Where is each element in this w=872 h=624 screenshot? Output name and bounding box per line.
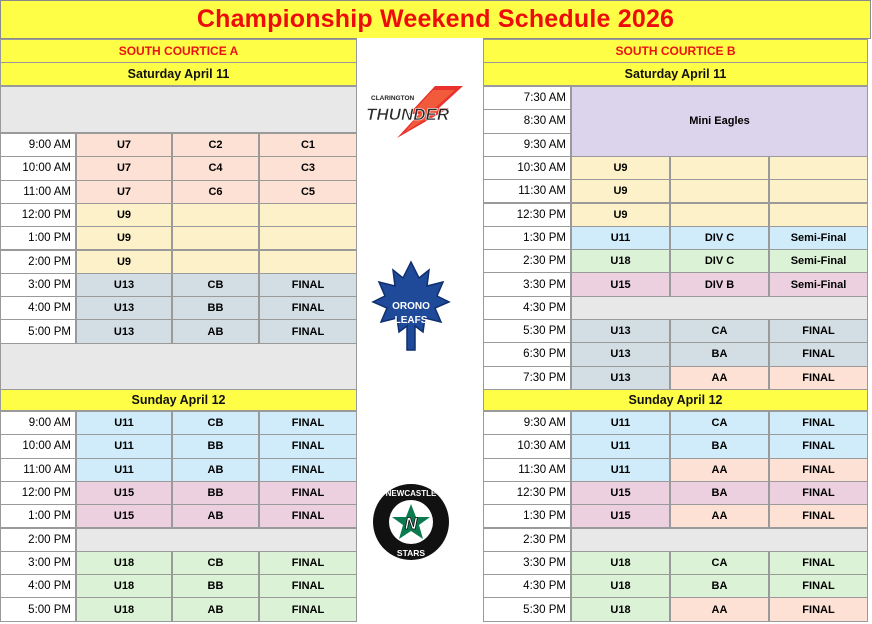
game-cell: U15: [571, 504, 670, 528]
game-cell: U7: [76, 133, 172, 157]
game-cell: C4: [172, 156, 259, 180]
time-cell: 9:00 AM: [0, 133, 76, 157]
svg-text:N: N: [404, 514, 418, 533]
game-cell: U11: [571, 411, 670, 435]
game-cell: [172, 250, 259, 274]
game-cell: AB: [172, 597, 259, 621]
game-cell: FINAL: [769, 366, 868, 390]
game-cell: BA: [670, 342, 769, 366]
game-cell: FINAL: [259, 551, 357, 575]
game-cell: CB: [172, 411, 259, 435]
game-cell: FINAL: [769, 551, 868, 575]
time-cell: 3:30 PM: [483, 551, 571, 575]
game-cell: C3: [259, 156, 357, 180]
game-cell: [259, 226, 357, 250]
game-cell: CA: [670, 411, 769, 435]
game-cell: U13: [571, 366, 670, 390]
game-cell: FINAL: [769, 597, 868, 621]
game-cell: FINAL: [769, 504, 868, 528]
game-cell: U13: [571, 319, 670, 343]
game-cell: U7: [76, 156, 172, 180]
time-cell: 4:00 PM: [0, 574, 76, 598]
game-cell: U11: [571, 226, 670, 250]
game-cell: FINAL: [259, 458, 357, 482]
game-cell: FINAL: [769, 481, 868, 505]
stars-logo: [371, 482, 451, 562]
time-cell: 9:00 AM: [0, 411, 76, 435]
rink-header-a: SOUTH COURTICE A: [0, 39, 357, 63]
day-header-b-sunday: Sunday April 12: [483, 389, 868, 411]
game-cell: Semi-Final: [769, 226, 868, 250]
time-cell: 3:30 PM: [483, 272, 571, 296]
time-cell: 10:00 AM: [0, 434, 76, 458]
svg-text:THUNDER: THUNDER: [366, 105, 450, 124]
game-cell: FINAL: [259, 597, 357, 621]
game-cell: U11: [76, 434, 172, 458]
rink-header-b: SOUTH COURTICE B: [483, 39, 868, 63]
game-cell: AB: [172, 319, 259, 343]
time-cell: 8:30 AM: [483, 109, 571, 133]
time-cell: 5:00 PM: [0, 319, 76, 343]
leafs-logo: [371, 260, 451, 354]
game-cell: [670, 203, 769, 227]
game-cell: C2: [172, 133, 259, 157]
time-cell: 1:30 PM: [483, 226, 571, 250]
game-cell: Semi-Final: [769, 272, 868, 296]
game-cell: [670, 179, 769, 203]
game-cell: Semi-Final: [769, 249, 868, 273]
game-cell: DIV C: [670, 249, 769, 273]
time-cell: 9:30 AM: [483, 133, 571, 157]
game-cell: U9: [76, 250, 172, 274]
game-cell: [670, 156, 769, 180]
empty-slot: [76, 528, 357, 552]
empty-block-a-evening: [0, 343, 357, 390]
empty-slot: [571, 528, 868, 552]
game-cell: CA: [670, 551, 769, 575]
game-cell: U11: [76, 411, 172, 435]
game-cell: U11: [76, 458, 172, 482]
game-cell: U9: [571, 156, 670, 180]
time-cell: 5:30 PM: [483, 319, 571, 343]
game-cell: FINAL: [259, 574, 357, 598]
time-cell: 5:30 PM: [483, 597, 571, 621]
game-cell: AA: [670, 597, 769, 621]
game-cell: FINAL: [259, 411, 357, 435]
game-cell: CB: [172, 273, 259, 297]
game-cell: [172, 226, 259, 250]
maple-leaf-icon: [371, 260, 451, 354]
game-cell: C5: [259, 180, 357, 204]
game-cell: U18: [571, 597, 670, 621]
game-cell: U13: [76, 296, 172, 320]
game-cell: AA: [670, 366, 769, 390]
game-cell: U13: [76, 319, 172, 343]
mini-eagles-block: Mini Eagles: [571, 86, 868, 157]
empty-slot: [571, 296, 868, 320]
game-cell: FINAL: [769, 434, 868, 458]
thunder-logo: [363, 86, 473, 142]
game-cell: U15: [571, 481, 670, 505]
game-cell: U15: [76, 481, 172, 505]
game-cell: U9: [76, 226, 172, 250]
game-cell: AA: [670, 458, 769, 482]
game-cell: FINAL: [769, 574, 868, 598]
time-cell: 11:30 AM: [483, 458, 571, 482]
time-cell: 9:30 AM: [483, 411, 571, 435]
time-cell: 10:00 AM: [0, 156, 76, 180]
time-cell: 7:30 PM: [483, 366, 571, 390]
game-cell: U15: [571, 272, 670, 296]
time-cell: 1:30 PM: [483, 504, 571, 528]
game-cell: U9: [571, 203, 670, 227]
game-cell: FINAL: [769, 411, 868, 435]
game-cell: U11: [571, 458, 670, 482]
game-cell: FINAL: [259, 504, 357, 528]
game-cell: C1: [259, 133, 357, 157]
game-cell: [259, 250, 357, 274]
logo-column: [357, 38, 483, 623]
game-cell: FINAL: [259, 319, 357, 343]
time-cell: 11:00 AM: [0, 180, 76, 204]
game-cell: FINAL: [259, 481, 357, 505]
time-cell: 12:30 PM: [483, 481, 571, 505]
page-title: Championship Weekend Schedule 2026: [0, 0, 871, 39]
time-cell: 2:00 PM: [0, 528, 76, 552]
game-cell: [769, 203, 868, 227]
time-cell: 7:30 AM: [483, 86, 571, 110]
game-cell: U9: [571, 179, 670, 203]
svg-text:NEWCASTLE: NEWCASTLE: [385, 489, 437, 498]
game-cell: BB: [172, 574, 259, 598]
game-cell: [172, 203, 259, 227]
day-header-a-saturday: Saturday April 11: [0, 62, 357, 86]
game-cell: U18: [571, 249, 670, 273]
game-cell: U18: [76, 551, 172, 575]
game-cell: U11: [571, 434, 670, 458]
lightning-bolt-icon: [363, 86, 473, 142]
game-cell: BA: [670, 574, 769, 598]
game-cell: U18: [76, 597, 172, 621]
game-cell: BB: [172, 481, 259, 505]
svg-text:STARS: STARS: [396, 548, 426, 558]
time-cell: 2:30 PM: [483, 249, 571, 273]
time-cell: 1:00 PM: [0, 226, 76, 250]
time-cell: 12:00 PM: [0, 203, 76, 227]
game-cell: U13: [76, 273, 172, 297]
game-cell: BA: [670, 481, 769, 505]
game-cell: U9: [76, 203, 172, 227]
time-cell: 11:30 AM: [483, 179, 571, 203]
game-cell: [769, 179, 868, 203]
game-cell: U18: [571, 551, 670, 575]
time-cell: 5:00 PM: [0, 597, 76, 621]
game-cell: [259, 203, 357, 227]
game-cell: U13: [571, 342, 670, 366]
game-cell: [769, 156, 868, 180]
time-cell: 10:30 AM: [483, 156, 571, 180]
game-cell: U18: [76, 574, 172, 598]
time-cell: 4:30 PM: [483, 574, 571, 598]
empty-block-a-morning: [0, 86, 357, 133]
svg-text:ORONO: ORONO: [392, 301, 430, 312]
game-cell: AB: [172, 458, 259, 482]
game-cell: CA: [670, 319, 769, 343]
game-cell: DIV B: [670, 272, 769, 296]
game-cell: AA: [670, 504, 769, 528]
time-cell: 2:30 PM: [483, 528, 571, 552]
game-cell: C6: [172, 180, 259, 204]
time-cell: 3:00 PM: [0, 551, 76, 575]
game-cell: U18: [571, 574, 670, 598]
time-cell: 4:00 PM: [0, 296, 76, 320]
game-cell: AB: [172, 504, 259, 528]
game-cell: FINAL: [259, 273, 357, 297]
time-cell: 2:00 PM: [0, 250, 76, 274]
time-cell: 10:30 AM: [483, 434, 571, 458]
game-cell: BB: [172, 296, 259, 320]
game-cell: FINAL: [769, 458, 868, 482]
game-cell: FINAL: [259, 434, 357, 458]
time-cell: 12:00 PM: [0, 481, 76, 505]
game-cell: DIV C: [670, 226, 769, 250]
svg-text:CLARINGTON: CLARINGTON: [371, 95, 415, 102]
time-cell: 4:30 PM: [483, 296, 571, 320]
time-cell: 6:30 PM: [483, 342, 571, 366]
game-cell: FINAL: [769, 342, 868, 366]
svg-text:LEAFS: LEAFS: [394, 315, 428, 326]
time-cell: 12:30 PM: [483, 203, 571, 227]
game-cell: FINAL: [769, 319, 868, 343]
game-cell: U7: [76, 180, 172, 204]
game-cell: CB: [172, 551, 259, 575]
time-cell: 1:00 PM: [0, 504, 76, 528]
game-cell: BB: [172, 434, 259, 458]
time-cell: 11:00 AM: [0, 458, 76, 482]
day-header-b-saturday: Saturday April 11: [483, 62, 868, 86]
game-cell: FINAL: [259, 296, 357, 320]
game-cell: U15: [76, 504, 172, 528]
game-cell: BA: [670, 434, 769, 458]
day-header-a-sunday: Sunday April 12: [0, 389, 357, 411]
time-cell: 3:00 PM: [0, 273, 76, 297]
